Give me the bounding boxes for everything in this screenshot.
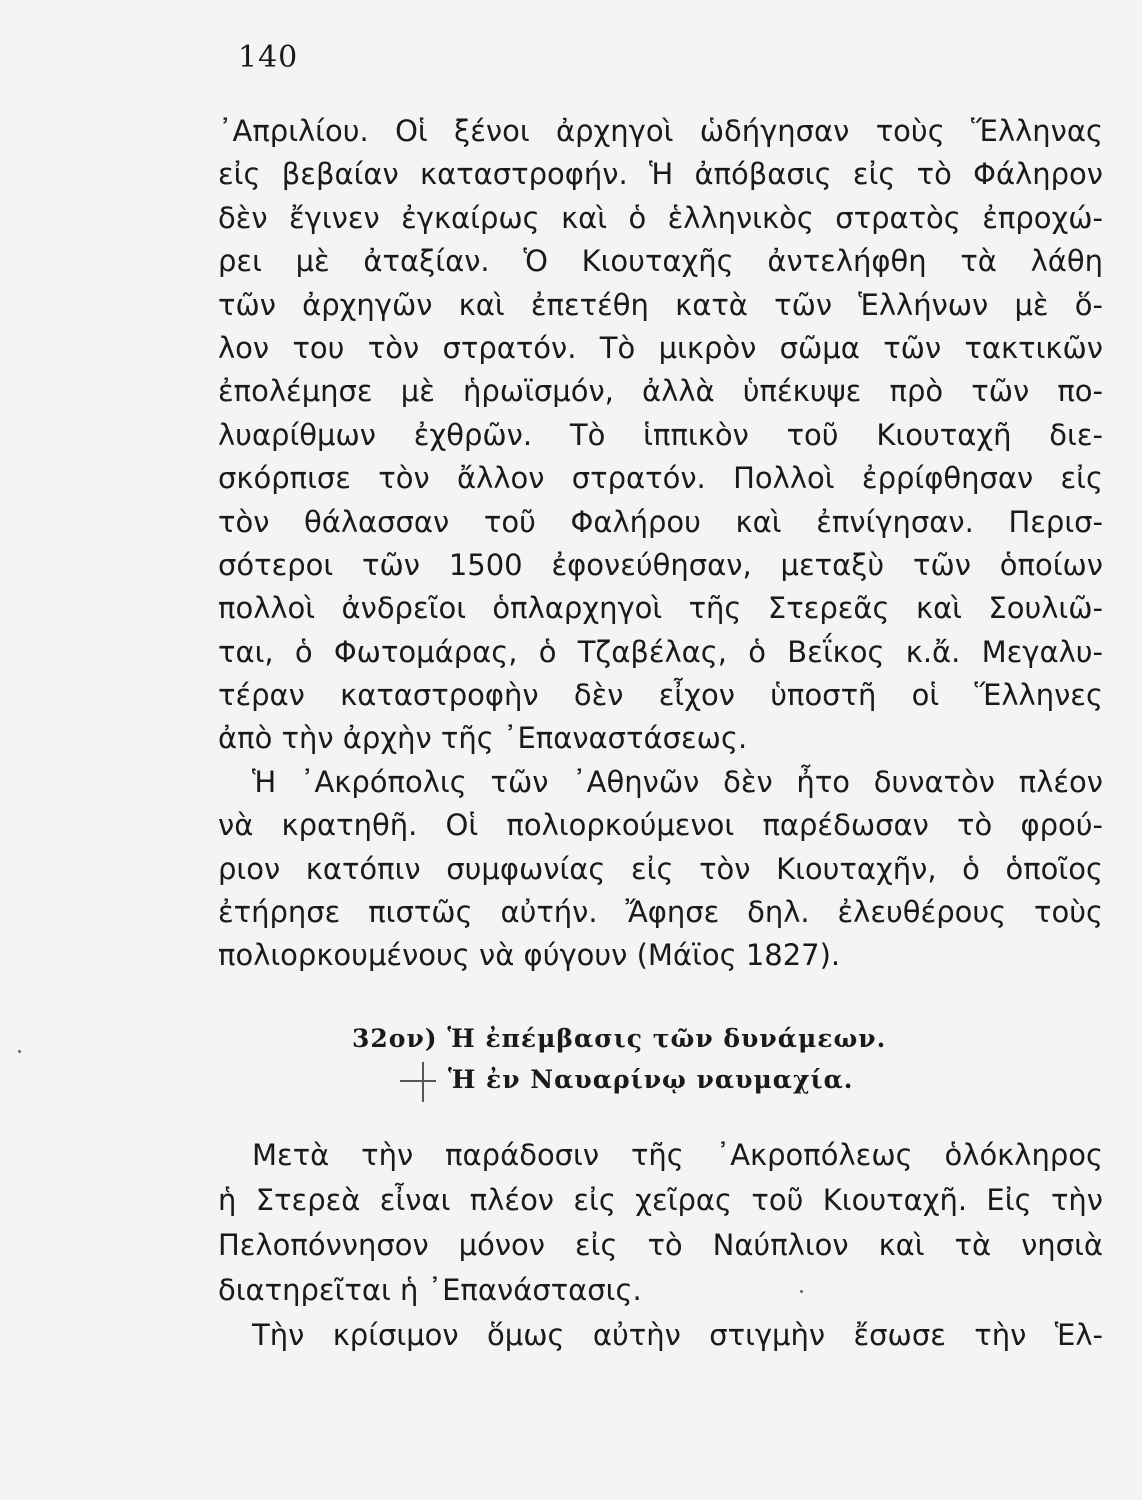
text-line: Πελοπόννησον μόνον εἰς τὸ Ναύπλιον καὶ τὰ νησιὰ — [218, 1228, 1103, 1262]
text-line: νὰ κρατηθῆ. Οἱ πολιορκούμενοι παρέδωσαν τὸ φρού- — [218, 808, 1103, 843]
text-line: ρει μὲ ἀταξίαν. Ὁ Κιουταχῆς ἀντελήφθη τὰ λάθη — [218, 244, 1103, 279]
paper-speck — [800, 1290, 803, 1293]
text-line: σκόρπισε τὸν ἄλλον στρατόν. Πολλοὶ ἐρρίφθησαν εἰς — [218, 461, 1103, 496]
text-line: τέραν καταστροφὴν δὲν εἶχον ὑποστῆ οἱ Ἕλληνες — [218, 678, 1103, 713]
pencil-cross-mark — [400, 1060, 436, 1104]
text-line: πολιορκουμένους νὰ φύγουν (Μάϊος 1827). — [218, 938, 841, 973]
text-line: ἐτήρησε πιστῶς αὐτήν. Ἄφησε δηλ. ἐλευθέρους τοὺς — [218, 895, 1103, 930]
text-line: σότεροι τῶν 1500 ἐφονεύθησαν, μεταξὺ τῶν ὁποίων — [218, 547, 1103, 582]
text-line: λυαρίθμων ἐχθρῶν. Τὸ ἱππικὸν τοῦ Κιουταχῆ διε- — [218, 417, 1103, 452]
text-line: ᾿Απριλίου. Οἱ ξένοι ἀρχηγοὶ ὡδήγησαν τοὺς Ἕλληνας — [218, 114, 1103, 148]
body-text-lower — [218, 1133, 1103, 1358]
text-line: ριον κατόπιν συμφωνίας εἰς τὸν Κιουταχῆν, ὁ ὁποῖος — [218, 851, 1103, 886]
text-line: ἐπολέμησε μὲ ἡρωϊσμόν, ἀλλὰ ὑπέκυψε πρὸ τῶν πο- — [218, 374, 1103, 409]
text-line: Ἡ ᾿Ακρόπολις τῶν ᾿Αθηνῶν δὲν ἦτο δυνατὸν πλέον — [252, 764, 1103, 799]
text-line: λον του τὸν στρατόν. Τὸ μικρὸν σῶμα τῶν τακτικῶν — [218, 330, 1103, 365]
section-heading: 32ον) Ἡ ἐπέμβασις τῶν δυνάμεων. — [352, 1024, 887, 1053]
section-subheading: Ἡ ἐν Ναυαρίνῳ ναυμαχία. — [448, 1065, 854, 1094]
text-line: τὸν θάλασσαν τοῦ Φαλήρου καὶ ἐπνίγησαν. Περισ- — [218, 504, 1103, 539]
text-line: πολλοὶ ἀνδρεῖοι ὁπλαρχηγοὶ τῆς Στερεᾶς καὶ Σουλιῶ- — [218, 591, 1103, 626]
text-line: εἰς βεβαίαν καταστροφήν. Ἡ ἀπόβασις εἰς τὸ Φάληρον — [218, 157, 1103, 192]
text-line: ἡ Στερεὰ εἶναι πλέον εἰς χεῖρας τοῦ Κιουταχῆ. Εἰς τὴν — [218, 1183, 1103, 1217]
text-line: τῶν ἀρχηγῶν καὶ ἐπετέθη κατὰ τῶν Ἑλλήνων μὲ ὅ- — [218, 287, 1103, 322]
text-line: Τὴν κρίσιμον ὅμως αὐτὴν στιγμὴν ἔσωσε τὴν Ἑλ- — [252, 1318, 1103, 1352]
text-line: ται, ὁ Φωτομάρας, ὁ Τζαβέλας, ὁ Βεΐκος κ.ἄ. Μεγαλυ- — [218, 634, 1103, 669]
text-line: διατηρεῖται ἡ ᾿Επανάστασις. — [218, 1273, 642, 1307]
body-text-upper — [218, 110, 1103, 978]
page-number: 140 — [238, 40, 299, 75]
text-line: δὲν ἔγινεν ἐγκαίρως καὶ ὁ ἑλληνικὸς στρατὸς ἐπροχώ- — [218, 200, 1103, 235]
text-line: Μετὰ τὴν παράδοσιν τῆς ᾿Ακροπόλεως ὁλόκληρος — [252, 1138, 1103, 1172]
text-line: ἀπὸ τὴν ἀρχὴν τῆς ᾿Επαναστάσεως. — [218, 721, 748, 756]
paper-speck — [18, 1050, 21, 1053]
